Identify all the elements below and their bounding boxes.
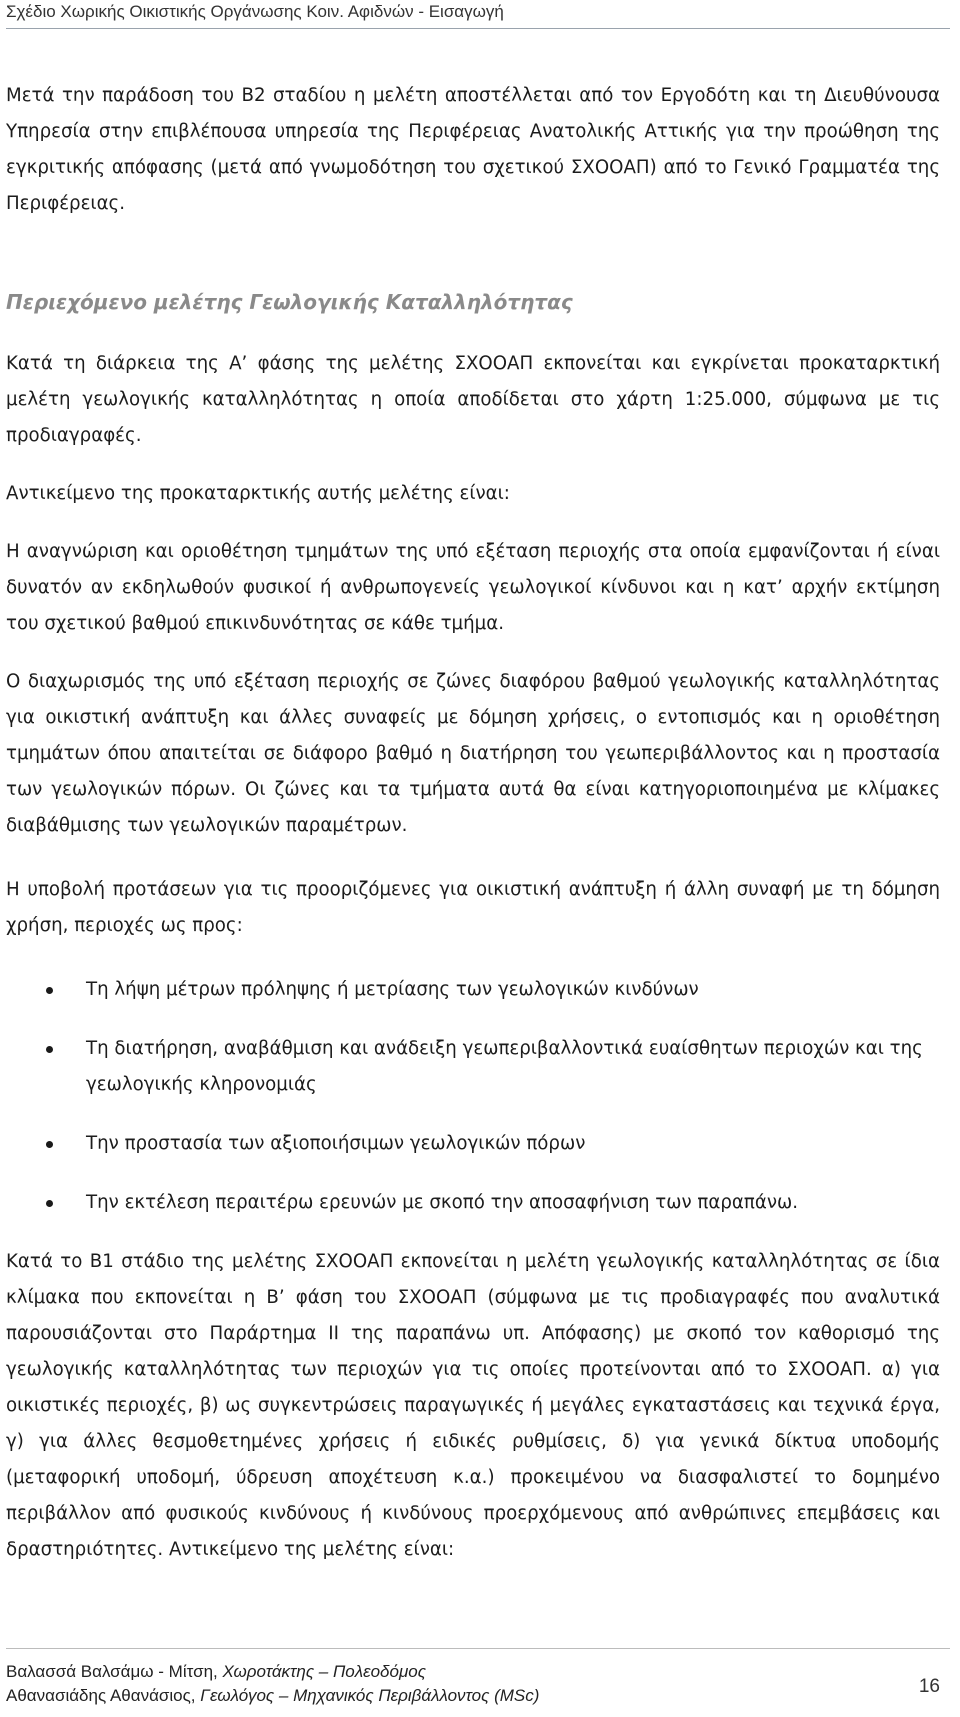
bullet-list [6,972,940,1221]
paragraph-submission: Μετά την παράδοση του Β2 σταδίου η μελέτη αποστέλλεται από τον Εργοδότη και τη Διευθύνουσα Υπηρεσία στην επιβλέπουσα υπηρεσία της Περιφέρειας Ανατολικής Αττικής για την προώθηση της εγκριτικής απόφασης (μετά από γνωμοδότηση του σχετικού ΣΧΟΟΑΠ) από το Γενικό Γραμματέα της Περιφέρειας. [6,85,940,214]
footer-author-2: Αθανασιάδης Αθανάσιος, Γεωλόγος – Μηχανικός Περιβάλλοντος (MSc) [6,1686,540,1705]
document-body [6,78,940,1568]
footer-rule [6,1648,950,1649]
list-item: Τη λήψη μέτρων πρόληψης ή μετρίασης των γεωλογικών κινδύνων [6,972,940,1008]
bullet-icon [46,1046,53,1053]
paragraph-zoning: Ο διαχωρισμός της υπό εξέταση περιοχής σε ζώνες διαφόρου βαθμού γεωλογικής καταλληλότητας για οικιστική ανάπτυξη και άλλες συναφείς με δόμηση χρήσεις, ο εντοπισμός και η οριοθέτηση τμημάτων όπου απαιτείται σε διάφορο βαθμό η διατήρηση του γεωπεριβάλλοντος και η προστασία των γεωλογικών πόρων. Οι ζώνες και τα τμήματα αυτά θα είναι κατηγοριοποιημένα με κλίμακες διαβάθμισης των γεωλογικών παραμέτρων. [6,671,940,836]
list-item: Την προστασία των αξιοποιήσιμων γεωλογικών πόρων [6,1126,940,1162]
bullet-icon [46,1141,53,1148]
bullet-icon [46,1200,53,1207]
running-header: Σχέδιο Χωρικής Οικιστικής Οργάνωσης Κοιν. Αφιδνών - Εισαγωγή [6,2,504,21]
page-number: 16 [918,1676,940,1697]
footer-authors [6,1660,940,1708]
paragraph-stage-b1: Κατά το Β1 στάδιο της μελέτης ΣΧΟΟΑΠ εκπονείται η μελέτη γεωλογικής καταλληλότητας σε ίδια κλίμακα που εκπονείται η Β’ φάση του ΣΧΟΟΑΠ (σύμφωνα με τις προδιαγραφές που αναλυτικά παρουσιάζονται στο Παράρτημα ΙΙ της παραπάνω υπ. Απόφασης) με σκοπό τον καθορισμό της γεωλογικής καταλληλότητας των περιοχών για τις οποίες προτείνονται από το ΣΧΟΟΑΠ. α) για οικιστικές περιοχές, β) ως συγκεντρώσεις παραγωγικές ή μεγάλες εγκαταστάσεις και τεχνικά έργα, γ) για άλλες θεσμοθετημένες χρήσεις ή ειδικές ρυθμίσεις, δ) για γενικά δίκτυα υποδομής (μεταφορική υποδομή, ύδρευση αποχέτευση κ.α.) προκειμένου να διασφαλιστεί το δομημένο περιβάλλον από φυσικούς κινδύνους ή κινδύνους προερχόμενους από ανθρώπινες επεμβάσεις και δραστηριότητες. Αντικείμενο της μελέτης είναι: [6,1251,940,1560]
paragraph-proposals: Η υποβολή προτάσεων για τις προοριζόμενες για οικιστική ανάπτυξη ή άλλη συναφή με τη δόμηση χρήση, περιοχές ως προς: [6,879,940,936]
paragraph-identification: Η αναγνώριση και οριοθέτηση τμημάτων της υπό εξέταση περιοχής στα οποία εμφανίζονται ή είναι δυνατόν αν εκδηλωθούν φυσικοί ή ανθρωπογενείς γεωλογικοί κίνδυνοι και η κατ’ αρχήν εκτίμηση του σχετικού βαθμού επικινδυνότητας σε κάθε τμήμα. [6,541,940,634]
paragraph-objective-intro: Αντικείμενο της προκαταρκτικής αυτής μελέτης είναι: [6,483,510,504]
section-heading: Περιεχόμενο μελέτης Γεωλογικής Καταλληλότητας [6,290,573,314]
header-rule [6,28,950,29]
list-item: Την εκτέλεση περαιτέρω ερευνών με σκοπό την αποσαφήνιση των παραπάνω. [6,1185,940,1221]
list-item: Τη διατήρηση, αναβάθμιση και ανάδειξη γεωπεριβαλλοντικά ευαίσθητων περιοχών και της γεωλογικής κληρονομιάς [6,1031,940,1103]
footer-author-1: Βαλασσά Βαλσάμω - Μίτση, Χωροτάκτης – Πολεοδόμος [6,1662,426,1681]
paragraph-phase-a: Κατά τη διάρκεια της Α’ φάσης της μελέτης ΣΧΟΟΑΠ εκπονείται και εγκρίνεται προκαταρκτική μελέτη γεωλογικής καταλληλότητας η οποία αποδίδεται στο χάρτη 1:25.000, σύμφωνα με τις προδιαγραφές. [6,353,940,446]
bullet-icon [46,987,53,994]
